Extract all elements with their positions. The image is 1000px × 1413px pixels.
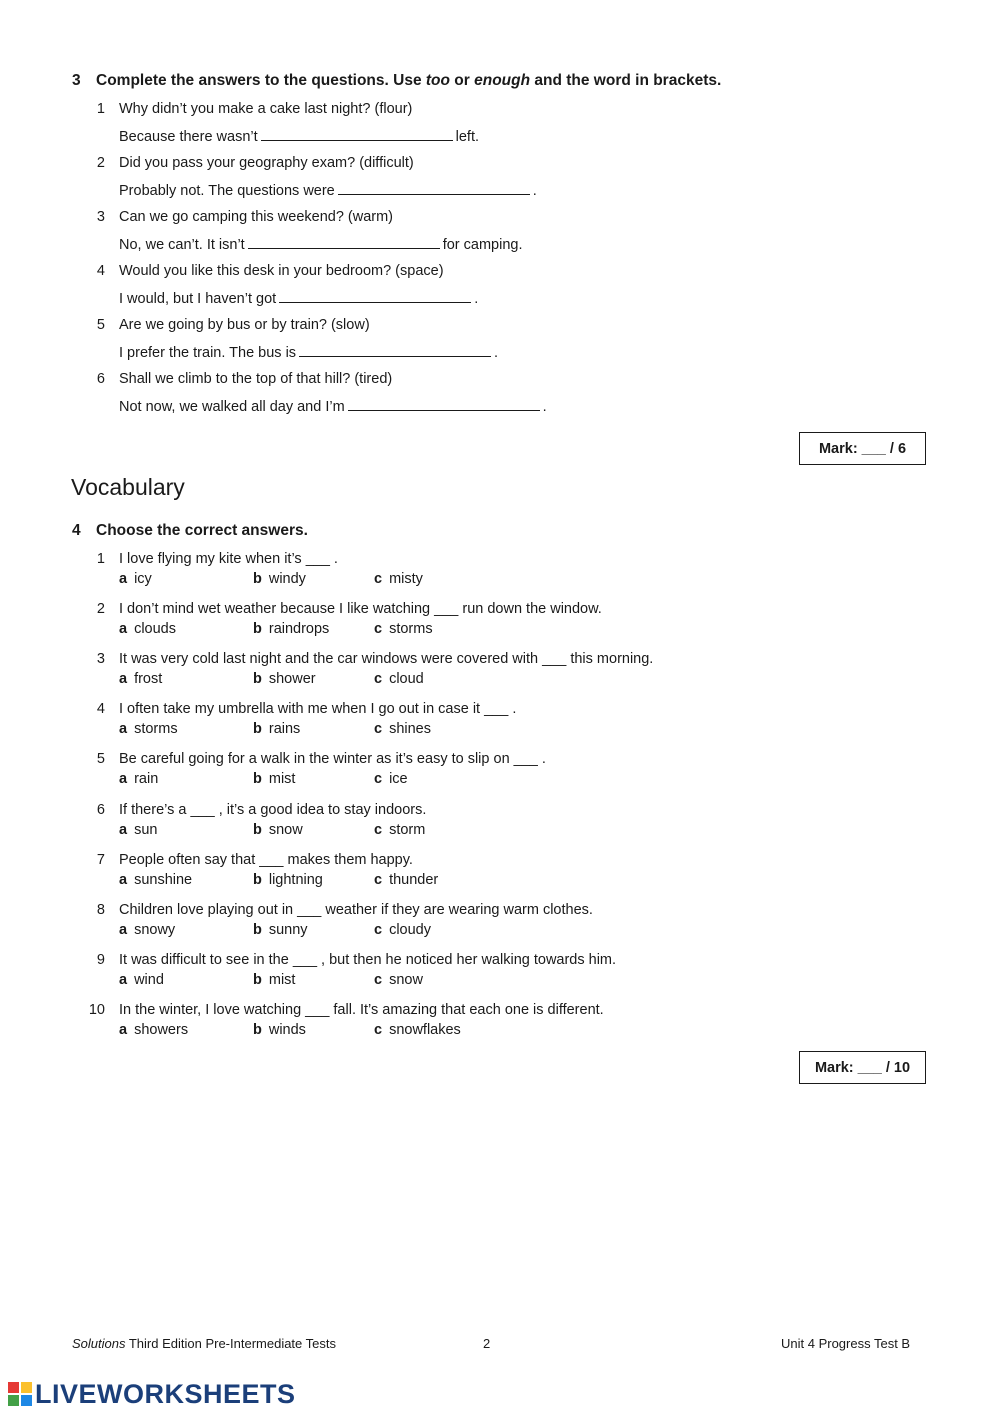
question-number: 10 — [88, 1002, 105, 1018]
option-text: sunshine — [134, 872, 193, 888]
option-letter: c — [374, 1022, 383, 1038]
option-text: shines — [389, 721, 431, 737]
answer-option[interactable] — [119, 1022, 188, 1038]
answer-line — [119, 235, 523, 253]
answer-blank[interactable] — [338, 181, 530, 195]
option-text: mist — [268, 771, 296, 787]
question-item — [0, 101, 1000, 121]
option-letter: c — [374, 822, 383, 838]
question-text: Can we go camping this weekend? (warm) — [119, 209, 394, 225]
option-letter: b — [253, 621, 262, 637]
answer-option[interactable] — [253, 972, 295, 988]
answer-option[interactable] — [253, 721, 300, 737]
option-text: wind — [134, 972, 164, 988]
question-item — [0, 902, 1000, 922]
question-item — [0, 701, 1000, 721]
question-item — [0, 155, 1000, 175]
option-letter: a — [119, 671, 128, 687]
exercise-number: 3 — [72, 72, 81, 89]
question-item — [0, 1002, 1000, 1022]
option-text: cloudy — [389, 922, 431, 938]
option-letter: b — [253, 822, 262, 838]
question-text: In the winter, I love watching ___ fall. It’s amazing that each one is different. — [119, 1002, 604, 1018]
answer-option[interactable] — [374, 671, 424, 687]
exercise-number: 4 — [72, 522, 81, 539]
answer-option[interactable] — [119, 922, 175, 938]
answer-option[interactable] — [374, 872, 438, 888]
option-text: storms — [389, 621, 433, 637]
option-text: thunder — [389, 872, 439, 888]
option-letter: b — [253, 922, 262, 938]
question-item — [0, 551, 1000, 571]
option-letter: a — [119, 972, 128, 988]
option-text: snow — [389, 972, 423, 988]
answer-blank[interactable] — [261, 127, 453, 141]
answer-option[interactable] — [374, 621, 433, 637]
answer-option[interactable] — [374, 1022, 461, 1038]
option-letter: a — [119, 571, 128, 587]
answer-prefix: Probably not. The questions were — [119, 183, 335, 199]
option-text: windy — [268, 571, 306, 587]
option-letter: a — [119, 771, 128, 787]
answer-option[interactable] — [253, 771, 295, 787]
answer-option[interactable] — [253, 1022, 306, 1038]
question-item — [0, 751, 1000, 771]
mark-box-exercise-3[interactable]: Mark: ___ / 6 — [799, 432, 926, 465]
question-item — [0, 209, 1000, 229]
answer-suffix: . — [474, 291, 479, 307]
option-text: rains — [268, 721, 301, 737]
question-text: Why didn’t you make a cake last night? (flour) — [119, 101, 413, 117]
option-text: misty — [389, 571, 423, 587]
answer-option[interactable] — [253, 621, 329, 637]
option-letter: c — [374, 721, 383, 737]
option-letter: c — [374, 972, 383, 988]
option-letter: b — [253, 972, 262, 988]
option-letter: c — [374, 621, 383, 637]
footer-test-name: Unit 4 Progress Test B — [781, 1336, 911, 1351]
option-letter: c — [374, 571, 383, 587]
question-text: I love flying my kite when it’s ___ . — [119, 551, 338, 567]
answer-option[interactable] — [374, 571, 423, 587]
question-number: 6 — [96, 371, 105, 387]
answer-prefix: I prefer the train. The bus is — [119, 345, 297, 361]
option-text: clouds — [134, 621, 176, 637]
question-item — [0, 802, 1000, 822]
option-text: cloud — [389, 671, 424, 687]
question-item — [0, 263, 1000, 283]
answer-prefix: Not now, we walked all day and I’m — [119, 399, 345, 415]
answer-option[interactable] — [374, 721, 431, 737]
answer-option[interactable] — [119, 671, 162, 687]
option-text: storms — [134, 721, 178, 737]
question-number: 5 — [96, 317, 105, 333]
option-letter: c — [374, 671, 383, 687]
answer-line — [119, 289, 478, 307]
answer-option[interactable] — [253, 822, 303, 838]
question-number: 1 — [96, 551, 105, 567]
answer-line — [119, 343, 498, 361]
option-text: mist — [268, 972, 296, 988]
option-letter: c — [374, 922, 383, 938]
question-item — [0, 952, 1000, 972]
question-number: 4 — [96, 701, 105, 717]
option-letter: c — [374, 771, 383, 787]
footer-book-title: Solutions Third Edition Pre-Intermediate Tests — [72, 1336, 336, 1351]
liveworksheets-logo-icon — [8, 1382, 32, 1406]
question-item — [0, 651, 1000, 671]
answer-blank[interactable] — [348, 397, 540, 411]
answer-suffix: . — [532, 183, 537, 199]
section-heading-vocabulary: Vocabulary — [71, 474, 185, 500]
answer-option[interactable] — [119, 972, 164, 988]
question-text: I often take my umbrella with me when I go out in case it ___ . — [119, 701, 517, 717]
option-letter: a — [119, 621, 128, 637]
question-number: 2 — [96, 155, 105, 171]
answer-option[interactable] — [374, 922, 431, 938]
option-letter: b — [253, 571, 262, 587]
question-text: It was difficult to see in the ___ , but then he noticed her walking towards him. — [119, 952, 617, 968]
question-text: It was very cold last night and the car windows were covered with ___ this morning. — [119, 651, 654, 667]
option-letter: a — [119, 822, 128, 838]
question-item — [0, 852, 1000, 872]
option-letter: b — [253, 1022, 262, 1038]
answer-blank[interactable] — [248, 235, 440, 249]
answer-option[interactable] — [374, 972, 423, 988]
option-text: winds — [268, 1022, 306, 1038]
answer-option[interactable] — [119, 822, 157, 838]
question-item — [0, 371, 1000, 391]
option-text: snowy — [134, 922, 176, 938]
answer-blank[interactable] — [299, 343, 491, 357]
option-text: sunny — [268, 922, 308, 938]
option-text: showers — [134, 1022, 189, 1038]
option-letter: a — [119, 721, 128, 737]
answer-option[interactable] — [119, 872, 192, 888]
question-number: 5 — [96, 751, 105, 767]
answer-option[interactable] — [374, 822, 425, 838]
answer-option[interactable] — [253, 571, 306, 587]
answer-suffix: . — [542, 399, 547, 415]
answer-blank[interactable] — [279, 289, 471, 303]
answer-suffix: for camping. — [442, 237, 523, 253]
answer-option[interactable] — [119, 621, 176, 637]
question-number: 3 — [96, 651, 105, 667]
answer-suffix: . — [494, 345, 499, 361]
question-item — [0, 317, 1000, 337]
answer-option[interactable] — [119, 721, 178, 737]
question-number: 1 — [96, 101, 105, 117]
question-text: I don’t mind wet weather because I like watching ___ run down the window. — [119, 601, 602, 617]
answer-option[interactable] — [374, 771, 408, 787]
exercise-4-title: 4 Choose the correct answers. — [72, 522, 308, 539]
question-number: 9 — [96, 952, 105, 968]
answer-suffix: left. — [455, 129, 480, 145]
option-text: storm — [389, 822, 426, 838]
question-text: Would you like this desk in your bedroom? (space) — [119, 263, 444, 279]
answer-line — [119, 397, 547, 415]
option-text: raindrops — [268, 621, 330, 637]
option-letter: b — [253, 721, 262, 737]
answer-option[interactable] — [253, 922, 308, 938]
answer-line — [119, 181, 537, 199]
option-letter: a — [119, 872, 128, 888]
question-text: Did you pass your geography exam? (difficult) — [119, 155, 414, 171]
question-number: 2 — [96, 601, 105, 617]
question-number: 8 — [96, 902, 105, 918]
option-text: sun — [134, 822, 158, 838]
logo-text: LIVEWORKSHEETS — [35, 1379, 296, 1409]
option-text: frost — [134, 671, 163, 687]
option-letter: c — [374, 872, 383, 888]
question-number: 3 — [96, 209, 105, 225]
footer-page-number: 2 — [483, 1336, 491, 1351]
option-text: icy — [134, 571, 152, 587]
option-letter: b — [253, 671, 262, 687]
option-text: lightning — [268, 872, 323, 888]
exercise-3-title: 3 Complete the answers to the questions. Use too or enough and the word in brackets. — [72, 72, 722, 89]
option-letter: b — [253, 771, 262, 787]
question-number: 4 — [96, 263, 105, 279]
question-item — [0, 601, 1000, 621]
question-text: Shall we climb to the top of that hill? (tired) — [119, 371, 393, 387]
answer-option[interactable] — [253, 872, 323, 888]
answer-prefix: I would, but I haven’t got — [119, 291, 277, 307]
question-text: If there’s a ___ , it’s a good idea to stay indoors. — [119, 802, 427, 818]
liveworksheets-logo — [8, 1379, 296, 1410]
question-text: Be careful going for a walk in the winter as it’s easy to slip on ___ . — [119, 751, 546, 767]
answer-option[interactable] — [253, 671, 316, 687]
option-text: shower — [268, 671, 316, 687]
option-letter: a — [119, 922, 128, 938]
answer-option[interactable] — [119, 571, 152, 587]
option-letter: b — [253, 872, 262, 888]
option-letter: a — [119, 1022, 128, 1038]
question-text: People often say that ___ makes them happy. — [119, 852, 413, 868]
question-number: 6 — [96, 802, 105, 818]
answer-option[interactable] — [119, 771, 158, 787]
mark-box-exercise-4[interactable]: Mark: ___ / 10 — [799, 1051, 926, 1084]
answer-prefix: No, we can’t. It isn’t — [119, 237, 245, 253]
question-text: Are we going by bus or by train? (slow) — [119, 317, 370, 333]
question-text: Children love playing out in ___ weather if they are wearing warm clothes. — [119, 902, 593, 918]
answer-line — [119, 127, 479, 145]
option-text: ice — [389, 771, 408, 787]
question-number: 7 — [96, 852, 105, 868]
option-text: rain — [134, 771, 159, 787]
option-text: snowflakes — [389, 1022, 461, 1038]
option-text: snow — [268, 822, 303, 838]
answer-prefix: Because there wasn’t — [119, 129, 258, 145]
